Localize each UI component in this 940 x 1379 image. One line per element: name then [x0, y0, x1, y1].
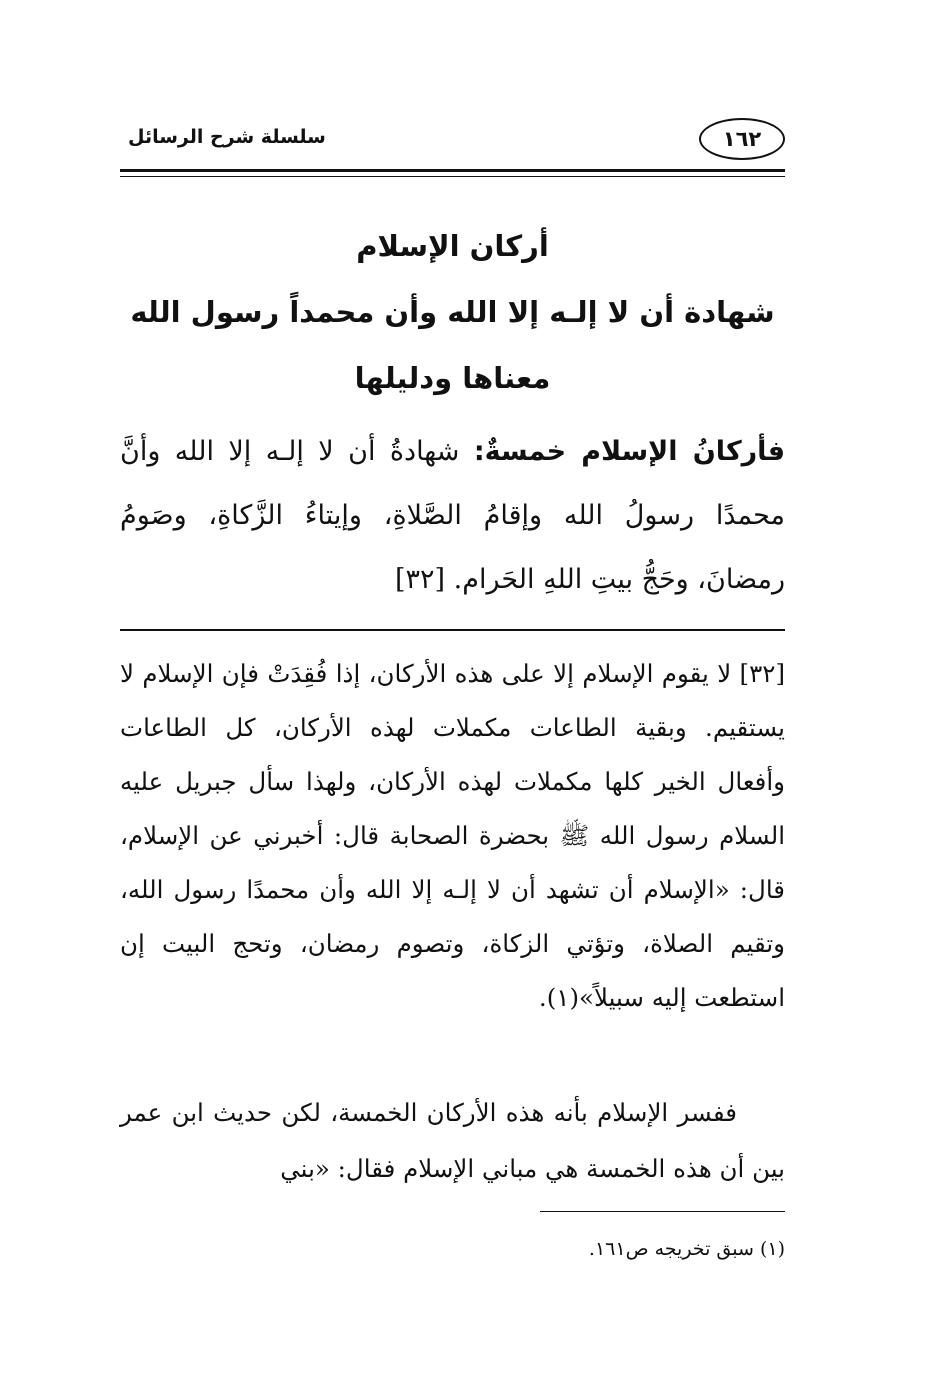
footnote: (١) سبق تخريجه ص١٦١. — [588, 1238, 785, 1260]
section-headings — [120, 213, 785, 411]
chapter-title: أركان الإسلام — [356, 229, 549, 263]
main-text — [120, 420, 785, 612]
header-rule-thin — [120, 176, 785, 177]
header-rule — [120, 169, 785, 172]
section-subtitle: معناها ودليلها — [354, 361, 551, 395]
main-text-lead: فأركانُ الإسلام خمسةٌ: — [473, 436, 786, 467]
commentary-paragraph-2: ففسر الإسلام بأنه هذه الأركان الخمسة، لكن حديث ابن عمر بين أن هذه الخمسة هي مباني الإسلام فقال: «بني — [120, 1098, 785, 1183]
text-divider — [120, 629, 785, 631]
page-header — [120, 118, 785, 166]
section-title: شهادة أن لا إلـه إلا الله وأن محمداً رسول الله — [130, 295, 775, 329]
page-number: ١٦٢ — [699, 118, 785, 160]
main-text-body: شهادةُ أن لا إلـه إلا الله وأنَّ محمدًا رسولُ الله وإقامُ الصَّلاةِ، وإيتاءُ الزَّكاةِ، وصَومُ رمضانَ، وحَجُّ بيتِ اللهِ الحَرام. [٣٢] — [120, 436, 785, 595]
footnote-divider — [540, 1211, 785, 1212]
series-title: سلسلة شرح الرسائل — [128, 126, 326, 148]
commentary-paragraph: [٣٢] لا يقوم الإسلام إلا على هذه الأركان، إذا فُقِدَتْ فإن الإسلام لا يستقيم. وبقية الطاعات مكملات لهذه الأركان، كل الطاعات وأفعال الخير كلها مكملات لهذه الأركان، ولهذا سأل جبريل عليه السلام رسول الله ﷺ بحضرة الصحابة قال: أخبرني عن الإسلام، قال: «الإسلام أن تشهد أن لا إلـه إلا الله وأن محمدًا رسول الله، وتقيم الصلاة، وتؤتي الزكاة، وتصوم رمضان، وتحج البيت إن استطعت إليه سبيلاً»(١). — [120, 659, 785, 1012]
